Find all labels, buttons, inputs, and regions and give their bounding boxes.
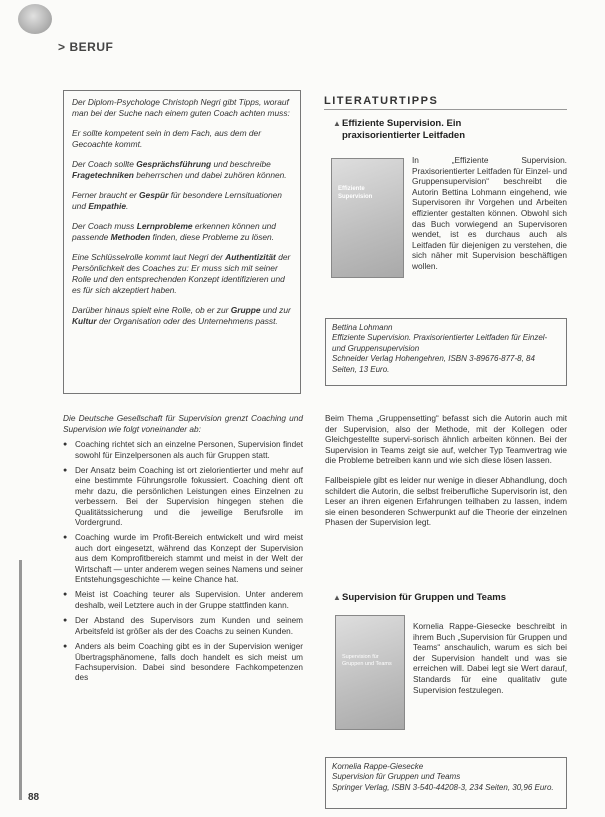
section-header <box>58 40 113 54</box>
book2-heading: ▲Supervision für Gruppen und Teams <box>333 592 506 603</box>
tips-paragraph: Er sollte kompetent sein in dem Fach, aus dem der Gecoachte kommt. <box>72 128 261 149</box>
book2-cover <box>335 615 405 730</box>
book2-text: Kornelia Rappe-Giesecke beschreibt in ihrem Buch „Supervision für Gruppen und Teams“ anschaulich, warum es sich bei der Supervision handelt und was sie erreichen will. Dabei legt sie Wert darauf, Standards für eine qualitativ gute Supervision festzulegen. <box>413 621 567 695</box>
book1-cover-title: Effiziente Supervision <box>338 186 373 200</box>
list-item: ● Der Ansatz beim Coaching ist ort zielorientierter und mehr auf eine bestimmte Führungsrolle fokussiert. Coaching dient oft mehr dazu, die persönlichen Leistungen eines Einzelnen zu verbessern. Bei der Supervision hingegen stehen die Qualitätssicherung und die jeweilige Berufsrolle im Vordergrund. <box>63 466 303 528</box>
list-item: ● Coaching richtet sich an einzelne Personen, Supervision findet sowohl für Einzelpersonen als auch für Gruppen statt. <box>63 440 303 461</box>
triangle-icon: ▲ <box>333 119 341 128</box>
section-title: BERUF <box>69 40 114 54</box>
page-number: 88 <box>28 792 40 803</box>
list-item: ● Anders als beim Coaching gibt es in der Supervision weniger Übertragsphänomene, falls doch handelt es sich meist um Fachsupervision. Dabei sind besondere Fachkompetenzen des <box>63 642 303 684</box>
ref-title: Effiziente Supervision. Praxisorientierter Leitfaden für Einzel- und Gruppensupervision <box>332 333 548 353</box>
tips-box <box>63 90 301 394</box>
tips-paragraph: Der Coach sollte Gesprächsführung und beschreibe Fragetechniken beherrschen und dabei zuhören können. <box>72 159 287 180</box>
divider <box>324 109 567 110</box>
literature-title: LITERATURTIPPS <box>324 95 439 107</box>
left-intro: Die Deutsche Gesellschaft für Supervision grenzt Coaching und Supervision wie folgt voneinander ab: <box>63 413 303 434</box>
ref-publisher: Schneider Verlag Hohengehren, ISBN 3-89676-877-8, 84 Seiten, 13 Euro. <box>332 354 535 374</box>
ref-author: Kornelia Rappe-Giesecke <box>332 762 424 771</box>
logo-emblem <box>18 4 52 34</box>
left-body <box>63 413 303 689</box>
book2-cover-title: Supervision für Gruppen und Teams <box>342 654 392 667</box>
list-item: ● Meist ist Coaching teurer als Supervision. Unter anderem deshalb, weil Letztere auch in der Gruppe stattfinden kann. <box>63 590 303 611</box>
tips-paragraph: Darüber hinaus spielt eine Rolle, ob er zur Gruppe und zur Kultur der Organisation oder des Unternehmens passt. <box>72 305 291 326</box>
tips-paragraph: Ferner braucht er Gespür für besondere Lernsituationen und Empathie. <box>72 190 282 211</box>
book1-review: Beim Thema „Gruppensetting“ befasst sich die Autorin auch mit der Supervision, also der Methode, mit der Kollegen oder Gleichgestellte supervi-sorisch ähnlich arbeiten können. Bei der Supervision in Teams zeigt sie auf, welcher Typ Teamvertrag wie die Probleme betreiben kann und wie sich diese lösen lassen. Fallbeispiele gibt es leider nur wenige in dieser Abhandlung, doch schildert die Autorin, die selbst freiberufliche Supervisorin ist, den Leser an ihren eigenen Erfahrungen teilhaben zu lassen, indem sie einen besonderen Schwerpunkt auf die Theorie der einzelnen Phasen der Supervision legt. <box>325 413 567 528</box>
comparison-list <box>63 440 303 684</box>
book1-heading: ▲Effiziente Supervision. Ein praxisorientierter Leitfaden <box>333 118 466 141</box>
ref-author: Bettina Lohmann <box>332 323 393 332</box>
book1-reference <box>325 318 567 386</box>
ref-title: Supervision für Gruppen und Teams <box>332 772 461 782</box>
tips-paragraph: Eine Schlüsselrolle kommt laut Negri der Authentizität der Persönlichkeit des Coaches zu: Er muss sich mit seiner Rolle und den entsprechenden Konzept identifizieren und es für sich akzeptiert haben. <box>72 252 291 295</box>
binding-shadow <box>19 560 22 800</box>
list-item: ● Coaching wurde im Profit-Bereich entwickelt und wird meist auch dort eingesetzt, während das Konzept der Supervision aus dem Komprofitbereich stammt und meist in der Welt der Wirtschaft — unter anderem wegen seines Namens und seiner Entstehungsgeschichte — keine Chance hat. <box>63 533 303 585</box>
ref-publisher: Springer Verlag, ISBN 3-540-44208-3, 234 Seiten, 30,96 Euro. <box>332 782 554 792</box>
arrow-icon: > <box>58 40 66 54</box>
book1-text: In „Effiziente Supervision. Praxisorientierter Leitfaden für Einzel- und Gruppensupervision“ beschreibt die Autorin Bettina Lohmann eingehend, wie Supervisoren ihr Vorgehen und Arbeiten effizienter gestalten können. Obwohl sich das Buch vorwiegend an Supervisoren wendet, ist es durchaus auch als Leitfaden für diejenigen zu verstehen, die sich näher mit Supervision beschäftigen wollen. <box>412 155 567 271</box>
book2-reference <box>325 757 567 809</box>
triangle-icon: ▲ <box>333 593 341 602</box>
book1-cover <box>331 158 404 278</box>
tips-paragraph: Der Coach muss Lernprobleme erkennen können und passende Methoden finden, diese Probleme zu lösen. <box>72 221 276 242</box>
tips-intro: Der Diplom-Psychologe Christoph Negri gibt Tipps, worauf man bei der Suche nach einem guten Coach achten muss: <box>72 97 290 118</box>
list-item: ● Der Abstand des Supervisors zum Kunden und seinem Arbeitsfeld ist größer als der des Coachs zu seinen Kunden. <box>63 616 303 637</box>
